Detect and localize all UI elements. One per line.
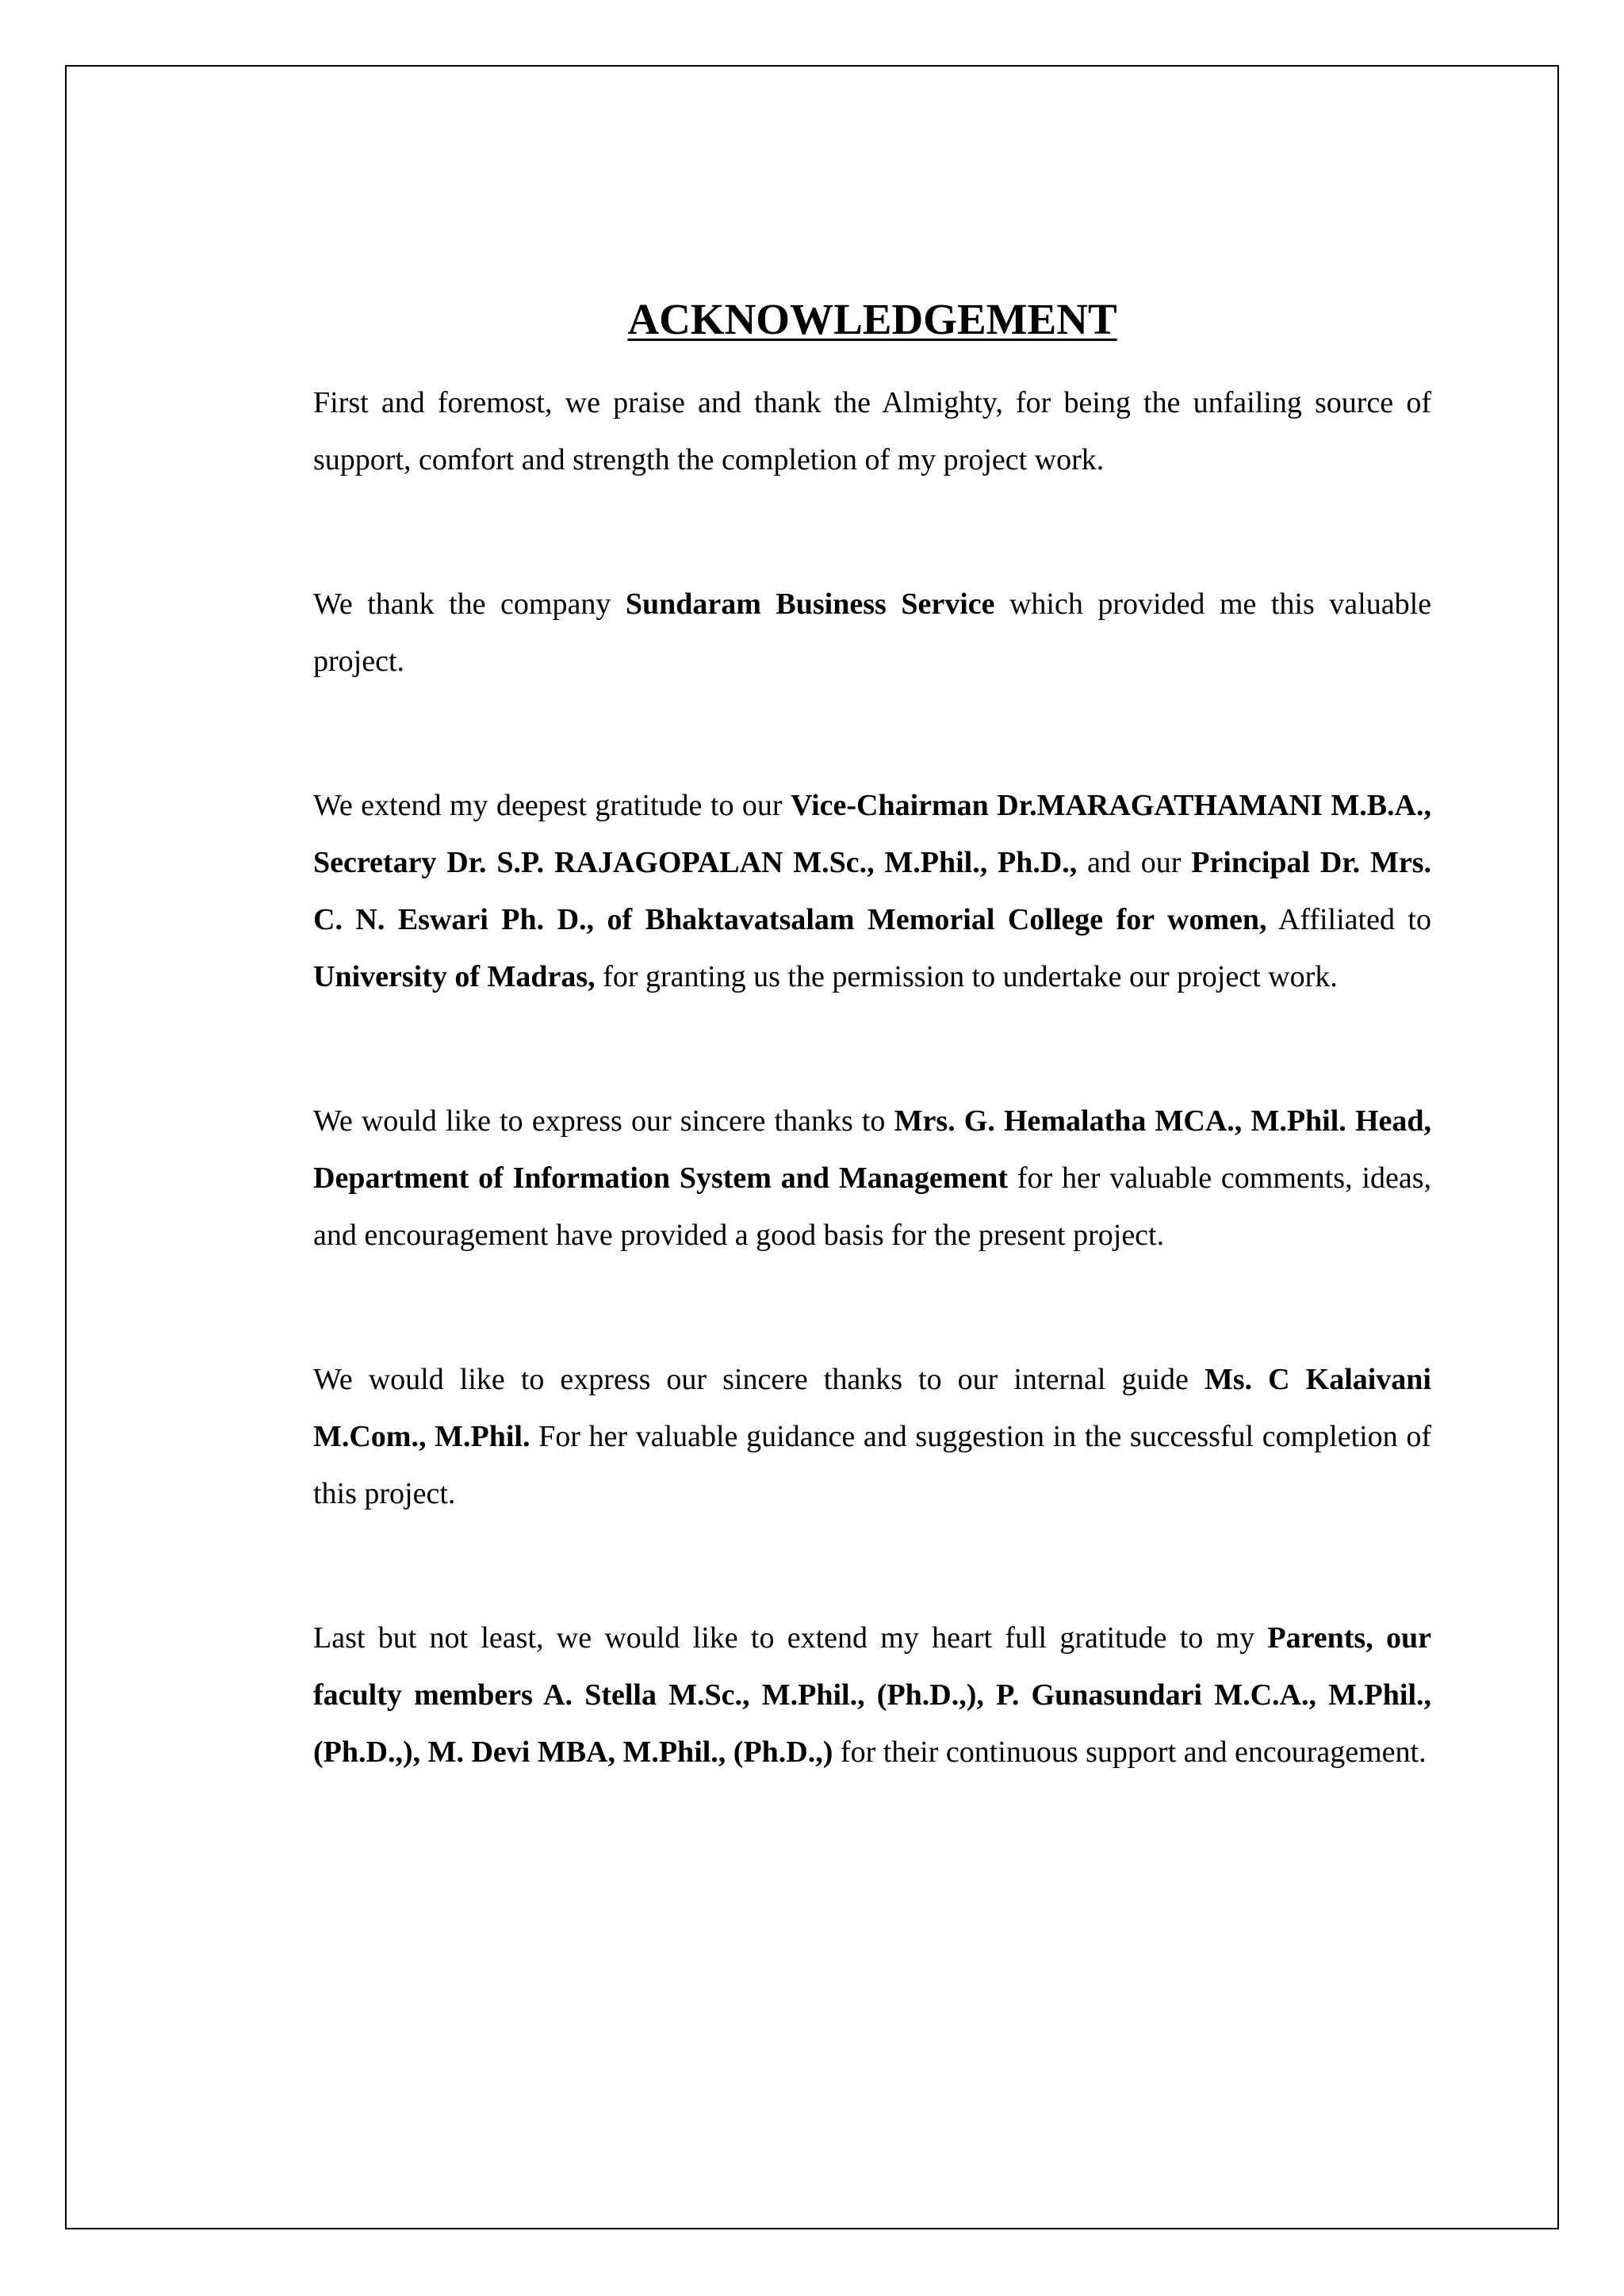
paragraph-praise <box>313 374 1431 488</box>
text-segment: which provided me this valuable project. <box>313 587 1431 678</box>
document-title: ACKNOWLEDGEMENT <box>627 295 1117 343</box>
company-name: Sundaram Business Service <box>625 587 995 621</box>
text-segment: for her valuable comments, ideas, and encouragement have provided a good basis for the present project. <box>313 1161 1431 1252</box>
text-segment: We thank the company <box>313 587 626 621</box>
text-segment: We extend my deepest gratitude to our <box>313 789 791 822</box>
text-segment: Affiliated to <box>1266 903 1431 936</box>
document-body <box>313 293 1431 1781</box>
text-segment: for their continuous support and encouragement. <box>833 1735 1427 1769</box>
text-segment: For her valuable guidance and suggestion in the successful completion of this project. <box>313 1420 1431 1510</box>
guide-name: Ms. C Kalaivani M.Com., M.Phil. <box>313 1363 1431 1453</box>
paragraph-parents-faculty <box>313 1609 1431 1781</box>
text-segment: and our <box>1077 846 1192 879</box>
chairman-secretary-names: Vice-Chairman Dr.MARAGATHAMANI M.B.A., Secretary Dr. S.P. RAJAGOPALAN M.Sc., M.Phil., Ph.D., <box>313 789 1431 879</box>
principal-college-name: Principal Dr. Mrs. C. N. Eswari Ph. D., of Bhaktavatsalam Memorial College for women, <box>313 846 1431 936</box>
text-segment: Last but not least, we would like to extend my heart full gratitude to my <box>313 1621 1268 1655</box>
university-name: University of Madras, <box>313 960 596 993</box>
paragraph-guide <box>313 1351 1431 1522</box>
text-segment: We would like to express our sincere thanks to <box>313 1104 894 1138</box>
text-segment: for granting us the permission to undertake our project work. <box>595 960 1338 993</box>
text-segment: First and foremost, we praise and thank the Almighty, for being the unfailing source of support, comfort and strength the completion of my project work. <box>313 386 1431 476</box>
paragraph-company <box>313 576 1431 690</box>
paragraph-management <box>313 777 1431 1005</box>
text-segment: We would like to express our sincere thanks to our internal guide <box>313 1363 1205 1396</box>
hod-name: Mrs. G. Hemalatha MCA., M.Phil. Head, Department of Information System and Management <box>313 1104 1431 1195</box>
paragraph-hod <box>313 1093 1431 1264</box>
parents-faculty-names: Parents, our faculty members A. Stella M.Sc., M.Phil., (Ph.D.,), P. Gunasundari M.C.A., M.Phil., (Ph.D.,), M. Devi MBA, M.Phil., (Ph.D.,) <box>313 1621 1431 1769</box>
